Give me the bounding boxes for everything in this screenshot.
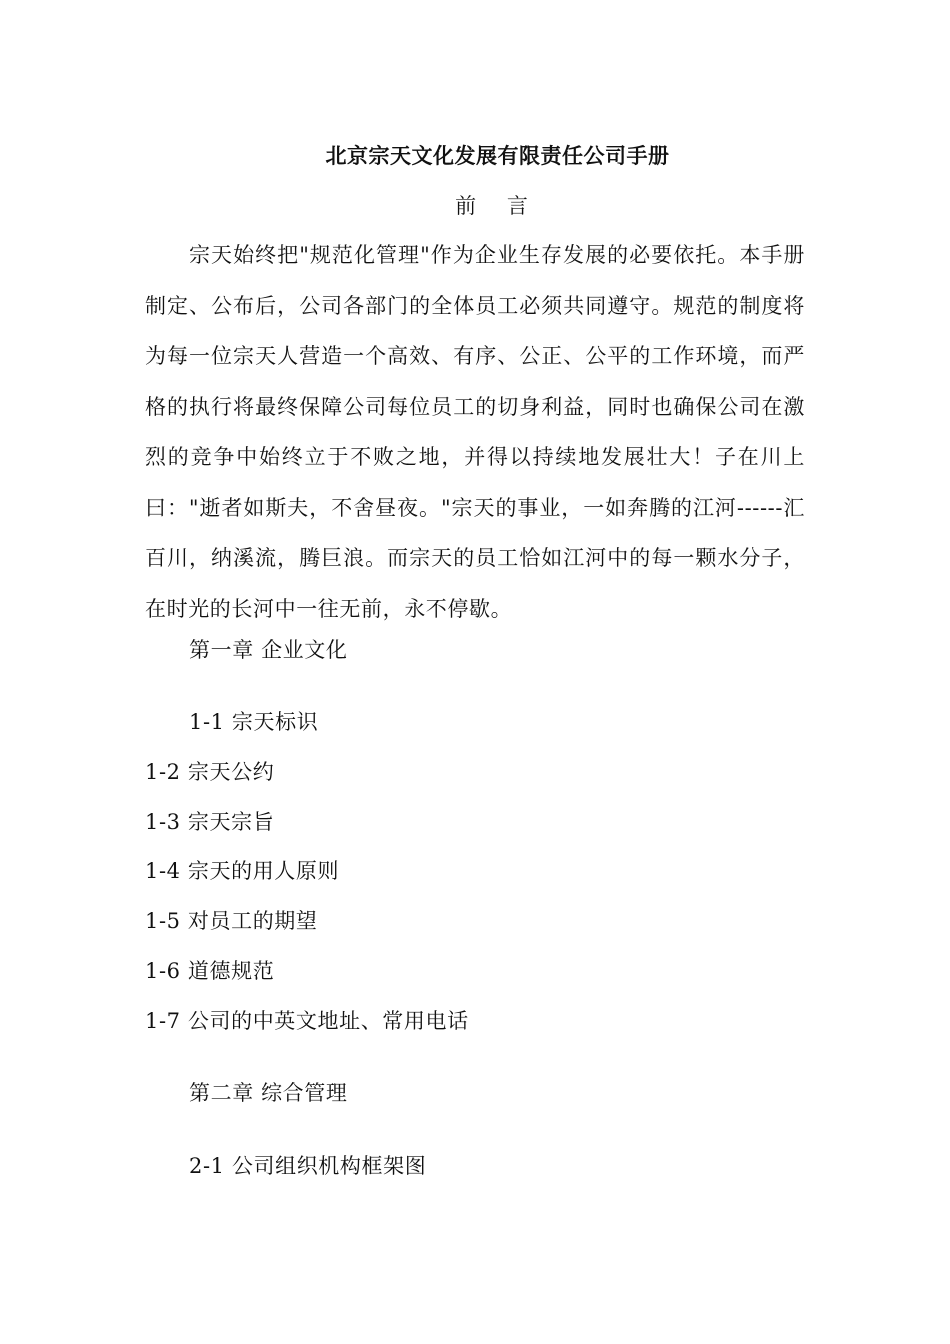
toc-item-2-1: 2-1 公司组织机构框架图 [189,1154,427,1178]
chapter-2-heading: 第二章 综合管理 [189,1081,348,1105]
toc-item-1-1: 1-1 宗天标识 [189,710,319,734]
toc-item-1-4: 1-4 宗天的用人原则 [145,859,340,883]
preface-paragraph: 宗天始终把"规范化管理"作为企业生存发展的必要依托。本手册制定、公布后，公司各部门的全体员工必须共同遵守。规范的制度将为每一位宗天人营造一个高效、有序、公正、公平的工作环境，而严格的执行将最终保障公司每位员工的切身利益，同时也确保公司在激烈的竞争中始终立于不败之地，并得以持续地发展壮大！子在川上曰："逝者如斯夫，不舍昼夜。"宗天的事业，一如奔腾的江河------汇百川，纳溪流，腾巨浪。而宗天的员工恰如江河中的每一颗水分子，在时光的长河中一往无前，永不停歇。 [145,243,805,621]
toc-item-1-6: 1-6 道德规范 [145,959,275,983]
toc-item-1-3: 1-3 宗天宗旨 [145,810,275,834]
chapter-1-heading: 第一章 企业文化 [189,638,348,662]
toc-item-1-7: 1-7 公司的中英文地址、常用电话 [145,1009,469,1033]
preface-heading: 前 言 [455,194,540,218]
document-title: 北京宗天文化发展有限责任公司手册 [325,144,670,168]
toc-item-1-5: 1-5 对员工的期望 [145,909,318,933]
toc-item-1-2: 1-2 宗天公约 [145,760,275,784]
